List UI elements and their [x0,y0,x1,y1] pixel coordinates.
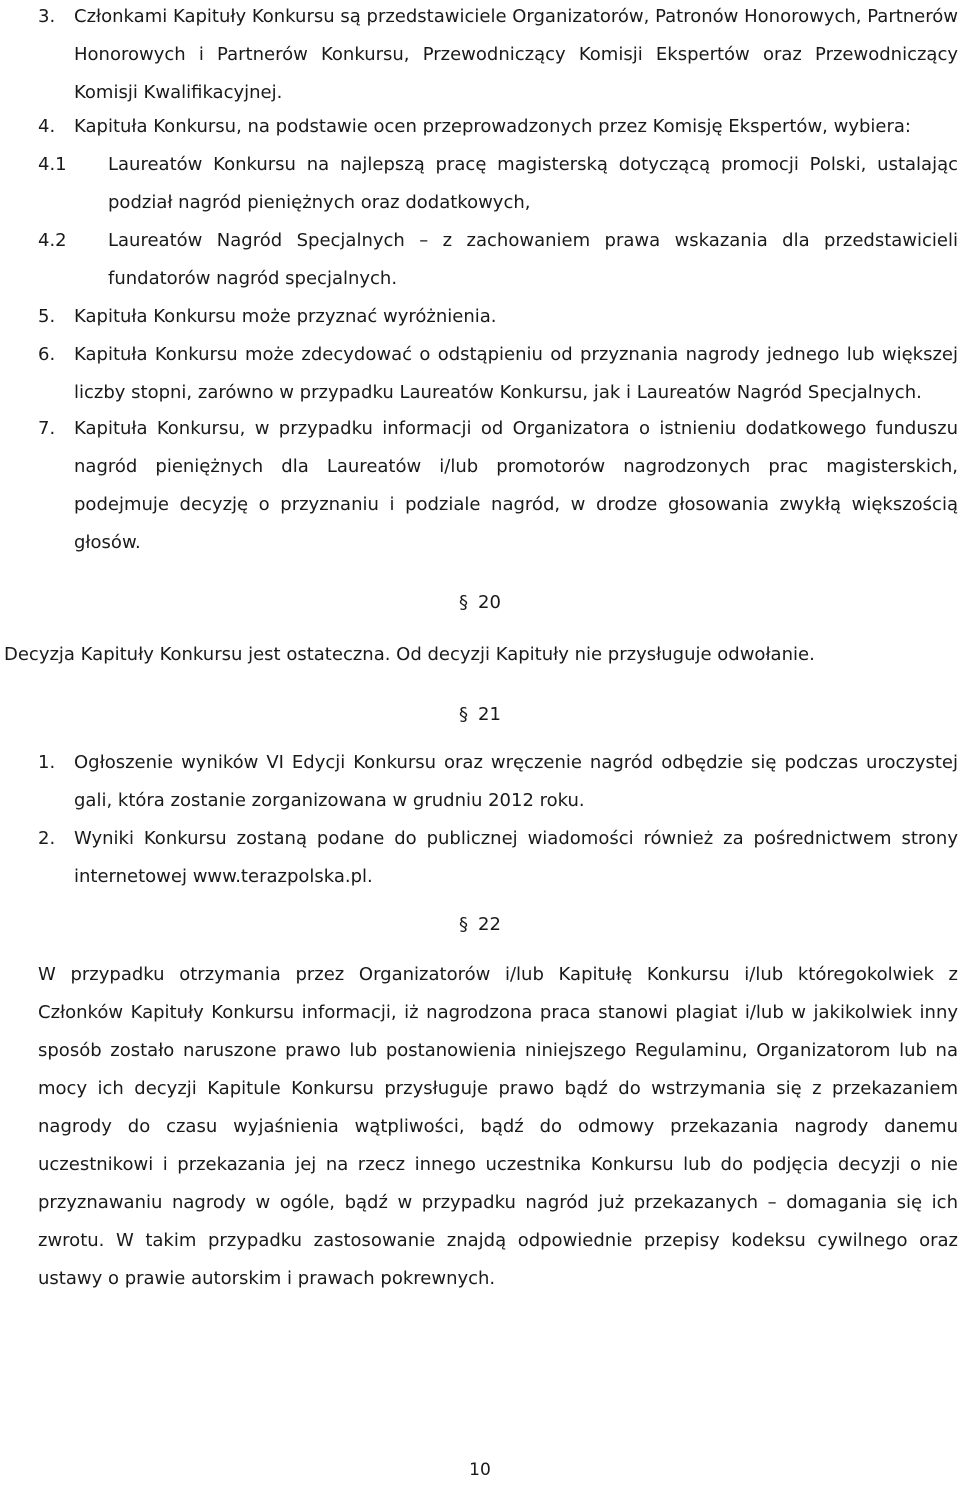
section-symbol: § [459,592,469,613]
item-text: Ogłoszenie wyników VI Edycji Konkursu oraz wręczenie nagród odbędzie się podczas uroczystej gali, która zostanie zorganizowana w grudniu 2012 roku. [74,752,958,811]
section-heading-22 [0,906,960,944]
list-item-5 [38,298,958,336]
item-number: 2. [38,828,56,849]
item-number: 5. [38,306,56,327]
section-number: 20 [478,592,501,613]
item-number: 6. [38,344,56,365]
page-number: 10 [469,1460,491,1480]
list-item-21-2 [38,820,958,896]
item-number: 4. [38,116,56,137]
paragraph-22: W przypadku otrzymania przez Organizatorów i/lub Kapitułę Konkursu i/lub któregokolwiek z Członków Kapituły Konkursu informacji, iż nagrodzona praca stanowi plagiat i/lub w jakikolwiek inny sposób zostało naruszone prawo lub postanowienia niniejszego Regulaminu, Organizatorom lub na mocy ich decyzji Kapitule Konkursu przysługuje prawo bądź do wstrzymania się z przekazaniem nagrody do czasu wyjaśnienia wątpliwości, bądź do odmowy przekazania nagrody danemu uczestnikowi i przekazania jej na rzecz innego uczestnika Konkursu lub do podjęcia decyzji o nie przyznawaniu nagrody w ogóle, bądź w przypadku nagród już przekazanych – domagania się ich zwrotu. W takim przypadku zastosowanie znajdą odpowiednie przepisy kodeksu cywilnego oraz ustawy o prawie autorskim i prawach pokrewnych. [38,964,958,1289]
list-item-3 [38,0,958,112]
item-text: Laureatów Konkursu na najlepszą pracę magisterską dotyczącą promocji Polski, ustalając podział nagród pieniężnych oraz dodatkowych, [108,154,958,213]
section-number: 21 [478,704,501,725]
item-number: 7. [38,418,56,439]
item-number: 3. [38,6,56,27]
list-item-21-1 [38,744,958,820]
section-heading-20 [0,584,960,622]
item-text: Kapituła Konkursu, na podstawie ocen przeprowadzonych przez Komisję Ekspertów, wybiera: [74,116,911,137]
list-item-7 [38,410,958,562]
list-item-6 [38,336,958,412]
item-number: 1. [38,752,56,773]
list-item-4 [38,108,958,146]
section-heading-21 [0,696,960,734]
item-text: Laureatów Nagród Specjalnych – z zachowaniem prawa wskazania dla przedstawicieli fundatorów nagród specjalnych. [108,230,958,289]
item-number: 4.2 [38,230,67,251]
item-text: Kapituła Konkursu, w przypadku informacji od Organizatora o istnieniu dodatkowego funduszu nagród pieniężnych dla Laureatów i/lub promotorów nagrodzonych prac magisterskich, podejmuje decyzję o przyznaniu i podziale nagród, w drodze głosowania zwykłą większością głosów. [74,418,958,553]
section-symbol: § [459,914,469,935]
list-item-4-1 [38,146,958,222]
item-text: Kapituła Konkursu może przyznać wyróżnienia. [74,306,497,327]
section-number: 22 [478,914,501,935]
item-text: Kapituła Konkursu może zdecydować o odstąpieniu od przyznania nagrody jednego lub większej liczby stopni, zarówno w przypadku Laureatów Konkursu, jak i Laureatów Nagród Specjalnych. [74,344,958,403]
list-item-4-2 [38,222,958,298]
item-text: Wyniki Konkursu zostaną podane do publicznej wiadomości również za pośrednictwem strony internetowej www.terazpolska.pl. [74,828,958,887]
item-text: Członkami Kapituły Konkursu są przedstawiciele Organizatorów, Patronów Honorowych, Partnerów Honorowych i Partnerów Konkursu, Przewodniczący Komisji Ekspertów oraz Przewodniczący Komisji Kwalifikacyjnej. [74,6,958,103]
item-number: 4.1 [38,154,67,175]
section-symbol: § [459,704,469,725]
decision-paragraph: Decyzja Kapituły Konkursu jest ostateczna. Od decyzji Kapituły nie przysługuje odwołanie. [4,644,815,665]
